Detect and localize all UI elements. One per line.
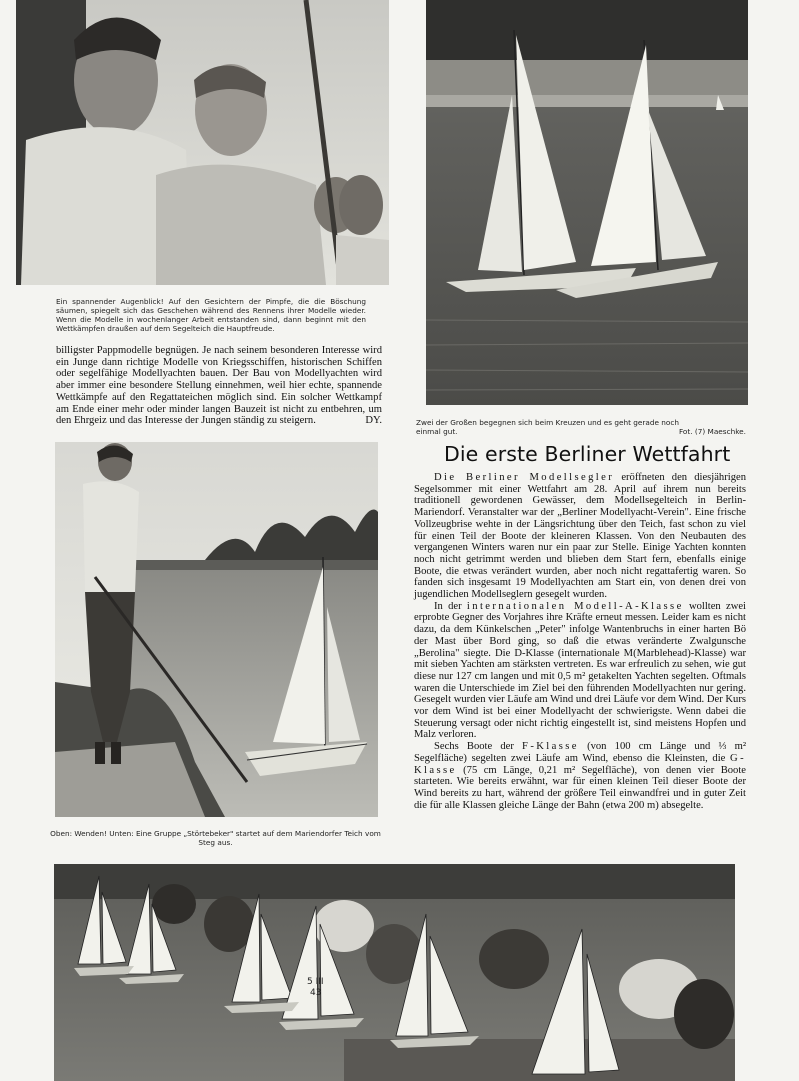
article-paragraph-2-text: wollten zwei erprobte Gegner des Vorjahres ihre Kräfte erneut messen. Leider kam es nicht dazu, da dem Künkelschen „Peter" infolge Wantenbruchs in einer harten Bö der Mast über Bord ging, so daß die etwas veränderte Zwalgunsche „Berolina" siegte. Die D-Klasse (internationale M(Marblehead)-Klasse) war mit sieben Yachten am stärksten vertreten. Es war erfreulich zu sehen, wie gut diese nur 127 cm langen und mit 0,5 m² getakelten Yachten segelten. Oftmals waren die Unterschiede im Ziel bei den führenden Modellyachten nur gering. Gesegelt wurden vier Läufe am Wind und drei Läufe vor dem Wind. Der Kurs vor dem Wind ist bei einer Modellyacht der schwierigste. Wenn dabei die Steuerung versagt oder nicht richtig eingestellt ist, sind meistens Hopfen und Malz verloren. bbox=[414, 600, 746, 741]
photo-group-launching bbox=[54, 864, 735, 1081]
article-class-g-spaced: G-Klasse bbox=[414, 752, 746, 776]
article-class-f-spaced: F-Klasse bbox=[522, 741, 579, 753]
caption-text: Ein spannender Augenblick! Auf den Gesichtern der Pimpfe, die die Böschung säumen, spiegelt sich das Geschehen während des Rennens ihrer Modelle wieder. Wenn die Modelle in wochenlanger Arbeit entstanden sind, dann beginnt mit den Wettkämpfen draußen auf dem Segelteich die Hauptfreude. bbox=[56, 297, 366, 333]
sail-number: 5 III bbox=[307, 977, 324, 987]
article-lead-spaced: Die Berliner Modellsegler bbox=[434, 472, 615, 483]
left-column-body: billigster Pappmodelle begnügen. Je nach seinem besonderen Interesse wird ein Junge dann richtige Modelle von Kriegsschiffen, historischen Schiffen oder segelfähige Modellyachten bauen. Der Bau von Modellyachten wird aber immer eine besondere Stellung einnehmen, weil hier echte, spannende Wettkämpfe auf den Regattateichen möglich sind. Ein solcher Wettkampf am Ende einer mehr oder minder langen Bauzeit ist nicht zu entbehren, um den Ehrgeiz und das Interesse der Jungen ständig zu steigern. bbox=[56, 345, 382, 427]
left-column-paragraph bbox=[56, 345, 382, 427]
article-body bbox=[414, 472, 746, 811]
article-paragraph-2 bbox=[414, 601, 746, 741]
caption-boys-watching bbox=[56, 297, 366, 333]
author-signature: DY. bbox=[365, 415, 382, 427]
photo-man-turning-yacht bbox=[55, 442, 378, 817]
article-paragraph-1 bbox=[414, 472, 746, 601]
caption-line-1: Zwei der Großen begegnen sich beim Kreuzen und es geht gerade noch bbox=[416, 418, 680, 427]
article-paragraph-3 bbox=[414, 741, 746, 811]
photo-two-yachts bbox=[426, 0, 748, 405]
article-headline: Die erste Berliner Wettfahrt bbox=[444, 442, 731, 466]
article-paragraph-2-lead: In der bbox=[434, 600, 467, 612]
article-class-a-spaced: internationalen Modell-A-Klasse bbox=[466, 600, 684, 612]
caption-man-turning bbox=[48, 829, 383, 847]
article-paragraph-1-text: eröffneten den diesjährigen Segelsommer mit einer Wettfahrt am 28. April auf ihrem nun bereits traditionell gewordenen Gewässer, dem Modellsegelteich in Berlin-Mariendorf. Veranstalter war der „Berliner Modellyacht-Verein". Eine frische Vollzeugbrise wehte in der Längsrichtung über den Teich, fast schon zu viel für einen Teil der Boote der kleineren Klassen. Von den Neubauten des vergangenen Winters waren nur ein paar zur Stelle. Einige Yachten konnten noch nicht getrimmt werden und blieben dem Start fern, ebenfalls einige Boote, die etwas verändert wurden, aber noch nicht regattafertig waren. So fanden sich insgesamt 19 Modellyachten am Start ein, von denen drei von jugendlichen Modellseglern gesegelt wurden. bbox=[414, 472, 746, 601]
left-column-text bbox=[56, 345, 382, 427]
caption-text: Oben: Wenden! Unten: Eine Gruppe „Störtebeker" startet auf dem Mariendorfer Teich vom Steg aus. bbox=[50, 829, 381, 847]
caption-two-yachts bbox=[416, 418, 746, 436]
article-paragraph-3-mid: (von 100 cm Länge und ⅓ m² Segelfläche) segelten zwei Läufe am Wind, ebenso die Kleinsten, die bbox=[414, 741, 746, 764]
article-paragraph-3-lead: Sechs Boote der bbox=[434, 741, 523, 753]
sail-number: 43 bbox=[310, 988, 322, 998]
photo-credit: Fot. (7) Maeschke. bbox=[678, 427, 746, 436]
photo-boys-watching bbox=[16, 0, 389, 285]
article-paragraph-3-end: (75 cm Länge, 0,21 m² Segelfläche), von denen vier Boote starteten. Wie bereits erwähnt, war für einen kleinen Teil dieser Boote der Wind bereits zu hart, während der größere Teil einwandfrei und in guter Zeit die für alle Klassen gleiche Länge der Bahn (etwa 200 m) absegelte. bbox=[414, 764, 746, 811]
caption-line-2: einmal gut. bbox=[416, 427, 458, 436]
